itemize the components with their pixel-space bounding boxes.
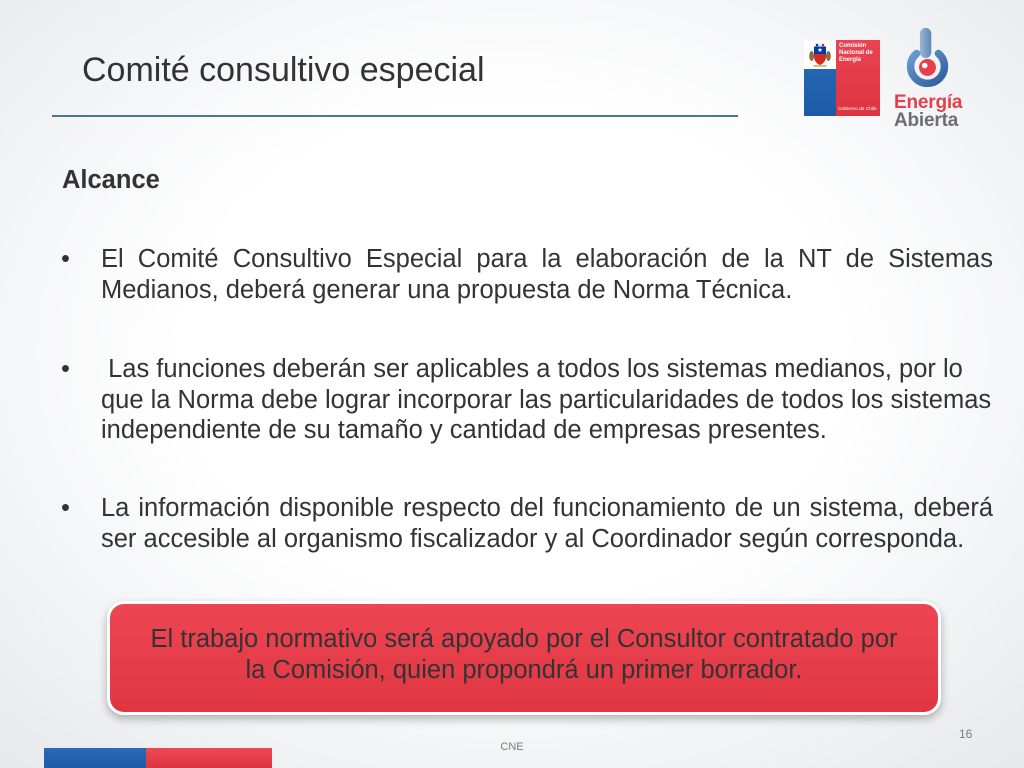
crest-shield-bottom xyxy=(814,54,826,65)
footer-label: CNE xyxy=(500,741,524,753)
bullet-marker: • xyxy=(61,245,70,273)
section-heading: Alcance xyxy=(62,166,160,194)
bullet-marker: • xyxy=(61,355,70,383)
cne-logo-red-block xyxy=(836,40,880,116)
slide-title: Comité consultivo especial xyxy=(82,51,485,89)
chile-coat-of-arms-icon xyxy=(808,42,832,68)
bullet-text-line: ser accesible al organismo fiscalizador y al Coordinador según corresponda. xyxy=(101,524,965,553)
cne-logo-crest-area xyxy=(804,40,836,69)
bullet-text-line: independiente de su tamaño y cantidad de empresas presentes. xyxy=(101,416,827,445)
energia-abierta-word-energia: Energía xyxy=(894,92,963,113)
bullet-text-line: La información disponible respecto del funcionamiento de un sistema, deberá xyxy=(101,494,993,522)
bullet-text-line: que la Norma debe lograr incorporar las particularidades de todos los sistemas xyxy=(101,385,992,414)
bullet-text xyxy=(101,244,993,305)
energia-abierta-word-abierta: Abierta xyxy=(894,110,959,131)
bullet-text-line: Las funciones deberán ser aplicables a todos los sistemas medianos, por lo xyxy=(101,355,963,383)
footer-blue-bar xyxy=(44,748,146,768)
callout-text-line: El trabajo normativo será apoyado por el Consultor contratado por xyxy=(150,625,898,653)
bullet-text xyxy=(101,354,993,446)
page-number: 16 xyxy=(959,727,973,741)
title-divider xyxy=(52,115,738,117)
energia-abierta-power-icon xyxy=(904,25,951,91)
cne-logo-name-line: Energía xyxy=(839,57,862,63)
cne-logo-name-line: Comisión xyxy=(839,43,867,49)
cne-logo-name-line: Nacional de xyxy=(839,50,873,56)
callout-text-line: la Comisión, quien propondrá un primer borrador. xyxy=(245,655,803,684)
cne-logo-name xyxy=(839,43,873,64)
bullet-text xyxy=(101,493,993,554)
footer-red-bar xyxy=(146,748,272,768)
bullet-marker: • xyxy=(61,494,70,522)
bullet-text-line: Medianos, deberá generar una propuesta de Norma Técnica. xyxy=(101,275,793,304)
callout-box xyxy=(110,604,938,712)
bullet-text-line: El Comité Consultivo Especial para la elaboración de la NT de Sistemas xyxy=(101,245,993,273)
cne-logo-government-label: Gobierno de Chile xyxy=(838,107,877,112)
cne-logo xyxy=(804,40,880,116)
cne-logo-blue-block xyxy=(804,69,836,116)
